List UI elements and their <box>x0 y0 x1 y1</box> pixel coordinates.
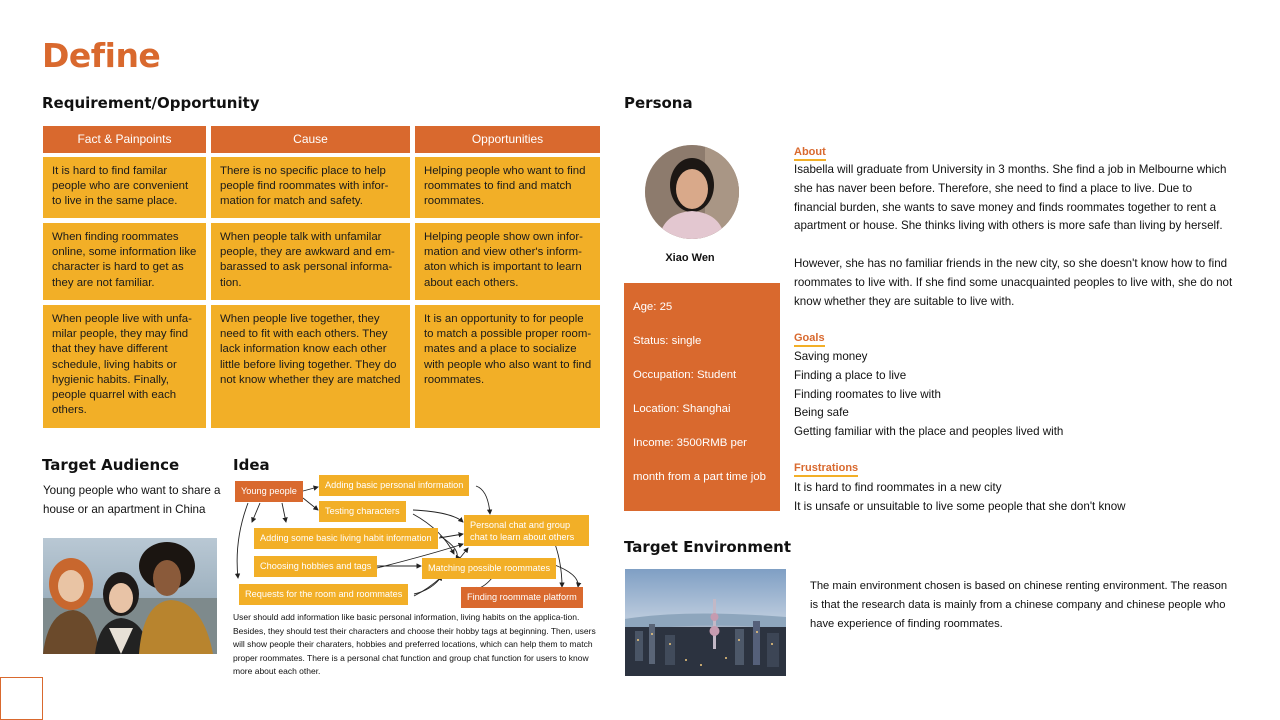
persona-details-card <box>624 283 780 511</box>
table-cell: Helping people who want to find roommates to find and match roommates. <box>415 157 600 218</box>
persona-income-detail: month from a part time job <box>633 471 766 483</box>
table-cell: Helping people show own infor-mation and view other's inform-aton which is important to learn about each others. <box>415 223 600 300</box>
frustrations-label: Frustrations <box>794 462 858 477</box>
column-header-opportunities: Opportunities <box>415 126 600 153</box>
idea-node-matching: Matching possible roommates <box>422 558 556 579</box>
persona-heading: Persona <box>624 94 693 112</box>
frustrations-list <box>794 479 1234 517</box>
goals-list <box>794 348 1234 442</box>
idea-node-platform: Finding roommate platform <box>461 587 583 608</box>
about-label: About <box>794 146 826 161</box>
table-cell: It is hard to find familar people who are convenient to live in the same place. <box>43 157 206 218</box>
goal-item: Getting familiar with the place and peoples lived with <box>794 425 1064 439</box>
idea-description: User should add information like basic personal information, living habits on the applica-tion. Besides, they should test their characters and choose their hobby tags at beginning. Then, users will show people their charaters, hobbies and preferred locations, which can help them to match proper roommates. There is a personal chat function and group chat function for users to know more about each other. <box>233 612 596 676</box>
frustration-item: It is unsafe or unsuitable to live some people that she don't know <box>794 499 1126 513</box>
goal-item: Being safe <box>794 406 849 420</box>
idea-node-hobbies: Choosing hobbies and tags <box>254 556 377 577</box>
goal-item: Finding roomates to live with <box>794 387 941 401</box>
corner-frame <box>0 677 43 720</box>
idea-node-young-people: Young people <box>235 481 303 502</box>
target-audience-heading: Target Audience <box>42 456 180 474</box>
about-text-2: However, she has no familiar friends in the new city, so she doesn't know how to find roommates to live with. If she find some unacquainted peoples to live with, she do not know whether they are suitable to live with. <box>794 257 1233 308</box>
table-cell: When people talk with unfamilar people, they are awkward and em-barassed to ask personal informa-tion. <box>211 223 410 300</box>
persona-avatar <box>645 145 739 239</box>
target-audience-text: Young people who want to share a house or an apartment in China <box>43 484 221 516</box>
idea-node-testing: Testing characters <box>319 501 406 522</box>
frustration-item: It is hard to find roommates in a new city <box>794 481 1002 494</box>
table-cell: When finding roommates online, some information like character is hard to get as they are not familiar. <box>43 223 206 300</box>
persona-status: Status: single <box>633 335 702 347</box>
group-photo <box>43 538 217 654</box>
idea-flow-diagram <box>232 470 602 615</box>
idea-node-basic-info: Adding basic personal information <box>319 475 469 496</box>
table-cell: When people live with unfa-milar people, they may find that they have different schedule, living habits or hygienic habits. Finally, people quarrel with each others. <box>43 305 206 428</box>
target-environment-text: The main environment chosen is based on chinese renting environment. The reason is that the research data is mainly from a chinese company and chinese people who have experience of finding roommates. <box>810 580 1228 630</box>
idea-node-habit-info: Adding some basic living habit information <box>254 528 438 549</box>
table-cell: When people live together, they need to fit with each others. They lack information know each other little before living together. They do not know whether they are matched <box>211 305 410 428</box>
goal-item: Finding a place to live <box>794 368 907 382</box>
column-header-fact: Fact & Painpoints <box>43 126 206 153</box>
about-text-1: Isabella will graduate from University in 3 months. She find a job in Melbourne which she has naver been before. Therefore, she need to find a place to live. Due to financial burden, she wants to save money and finds roommates together to rent a apartment or house. She thinks living with others is more safe than living by herself. <box>794 163 1227 233</box>
target-environment-heading: Target Environment <box>624 538 791 556</box>
city-photo <box>625 569 786 676</box>
table-cell: It is an opportunity to for people to match a possible proper room-mates and a place to socialize with people who also want to find roommates. <box>415 305 600 428</box>
idea-node-requests: Requests for the room and roommates <box>239 584 408 605</box>
persona-income: Income: 3500RMB per <box>633 437 747 449</box>
idea-heading: Idea <box>233 456 270 474</box>
persona-occupation: Occupation: Student <box>633 369 737 381</box>
page-title: Define <box>42 36 161 75</box>
requirement-heading: Requirement/Opportunity <box>42 94 260 112</box>
idea-node-chat: Personal chat and group chat to learn about others <box>464 515 589 546</box>
goals-label: Goals <box>794 332 825 347</box>
table-cell: There is no specific place to help people find roommates with infor-mation for match and safety. <box>211 157 410 218</box>
column-header-cause: Cause <box>211 126 410 153</box>
persona-age: Age: 25 <box>633 301 673 313</box>
persona-name: Xiao Wen <box>665 252 715 264</box>
persona-location: Location: Shanghai <box>633 403 731 415</box>
goal-item: Saving money <box>794 350 868 363</box>
